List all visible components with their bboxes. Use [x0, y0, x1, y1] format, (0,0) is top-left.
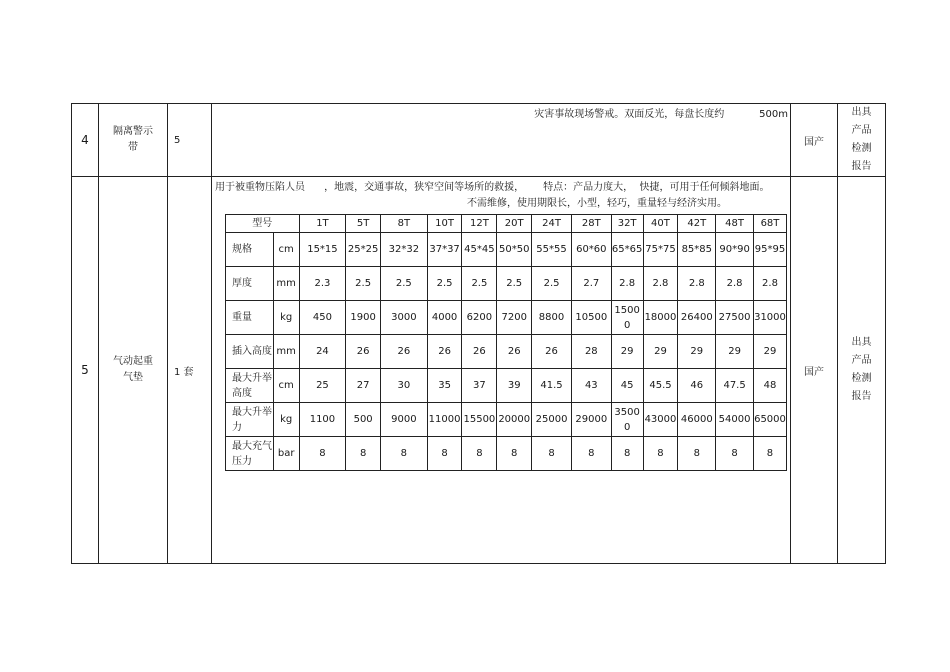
spec-cell: 26	[381, 335, 428, 369]
spec-cell: 3000	[381, 301, 428, 335]
spec-cell: 2.8	[611, 267, 643, 301]
spec-model-header: 24T	[532, 215, 572, 233]
spec-cell: 2.5	[381, 267, 428, 301]
spec-cell: 85*85	[678, 233, 716, 267]
spec-cell: 8	[643, 437, 678, 471]
spec-model-header: 20T	[497, 215, 532, 233]
spec-cell: 11000	[427, 403, 462, 437]
spec-cell: 48	[753, 369, 786, 403]
spec-cell: 35000	[611, 403, 643, 437]
item-certificate	[838, 177, 886, 564]
spec-cell: 65*65	[611, 233, 643, 267]
spec-cell: 2.5	[462, 267, 497, 301]
spec-cell: 8	[571, 437, 611, 471]
spec-model-header: 68T	[753, 215, 786, 233]
spec-model-header: 1T	[299, 215, 346, 233]
spec-cell: 2.8	[716, 267, 754, 301]
spec-row-label: 插入高度	[226, 335, 274, 369]
spec-row	[226, 437, 787, 471]
spec-model-header: 12T	[462, 215, 497, 233]
spec-cell: 8	[716, 437, 754, 471]
spec-row	[226, 301, 787, 335]
spec-cell: 43	[571, 369, 611, 403]
spec-cell: 8	[427, 437, 462, 471]
spec-cell: 8	[346, 437, 381, 471]
spec-cell: 2.8	[753, 267, 786, 301]
spec-cell: 27	[346, 369, 381, 403]
spec-row-label: 最大升举力	[226, 403, 274, 437]
spec-model-header: 32T	[611, 215, 643, 233]
spec-row	[226, 369, 787, 403]
spec-cell: 43000	[643, 403, 678, 437]
spec-cell: 90*90	[716, 233, 754, 267]
equipment-table	[71, 103, 886, 564]
spec-cell: 37*37	[427, 233, 462, 267]
spec-cell: 45*45	[462, 233, 497, 267]
spec-cell: 8	[299, 437, 346, 471]
spec-row-unit: kg	[273, 403, 299, 437]
spec-cell: 35	[427, 369, 462, 403]
spec-cell: 47.5	[716, 369, 754, 403]
spec-cell: 18000	[643, 301, 678, 335]
spec-cell: 39	[497, 369, 532, 403]
spec-cell: 41.5	[532, 369, 572, 403]
item-quantity: 1 套	[168, 177, 212, 564]
spec-cell: 9000	[381, 403, 428, 437]
spec-cell: 26	[346, 335, 381, 369]
spec-cell: 65000	[753, 403, 786, 437]
spec-cell: 10500	[571, 301, 611, 335]
spec-model-header: 10T	[427, 215, 462, 233]
spec-model-header: 48T	[716, 215, 754, 233]
spec-cell: 46000	[678, 403, 716, 437]
spec-row-unit: cm	[273, 369, 299, 403]
spec-cell: 55*55	[532, 233, 572, 267]
spec-cell: 2.7	[571, 267, 611, 301]
spec-cell: 45.5	[643, 369, 678, 403]
spec-cell: 8	[611, 437, 643, 471]
item-description	[212, 177, 791, 564]
item-certificate	[838, 104, 886, 177]
spec-cell: 29	[753, 335, 786, 369]
spec-cell: 26	[532, 335, 572, 369]
spec-cell: 15*15	[299, 233, 346, 267]
spec-row-label: 规格	[226, 233, 274, 267]
spec-row-unit: kg	[273, 301, 299, 335]
spec-cell: 4000	[427, 301, 462, 335]
spec-cell: 2.5	[346, 267, 381, 301]
spec-cell: 37	[462, 369, 497, 403]
spec-cell: 29	[716, 335, 754, 369]
item-origin: 国产	[791, 104, 838, 177]
spec-cell: 29	[643, 335, 678, 369]
item-name	[99, 104, 168, 177]
spec-cell: 1100	[299, 403, 346, 437]
spec-cell: 8800	[532, 301, 572, 335]
spec-cell: 15500	[462, 403, 497, 437]
spec-row	[226, 335, 787, 369]
spec-cell: 26	[497, 335, 532, 369]
spec-cell: 25	[299, 369, 346, 403]
spec-model-header: 5T	[346, 215, 381, 233]
spec-model-header: 8T	[381, 215, 428, 233]
spec-row-label: 重量	[226, 301, 274, 335]
spec-cell: 2.5	[427, 267, 462, 301]
item-name	[99, 177, 168, 564]
spec-cell: 45	[611, 369, 643, 403]
spec-header-row	[226, 215, 787, 233]
row-number: 4	[72, 104, 99, 177]
table-row	[72, 104, 886, 177]
spec-cell: 29	[611, 335, 643, 369]
row-number: 5	[72, 177, 99, 564]
item-name-text: 隔离警示带	[113, 126, 153, 153]
spec-cell: 500	[346, 403, 381, 437]
spec-cell: 54000	[716, 403, 754, 437]
spec-row-unit: mm	[273, 267, 299, 301]
spec-cell: 8	[497, 437, 532, 471]
spec-cell: 29	[678, 335, 716, 369]
spec-cell: 2.5	[497, 267, 532, 301]
spec-cell: 24	[299, 335, 346, 369]
item-origin: 国产	[791, 177, 838, 564]
spec-cell: 25*25	[346, 233, 381, 267]
certificate-text: 出具产品检测报告	[851, 337, 872, 402]
description-block	[215, 180, 787, 560]
description-line: 用于被重物压陷人员 ，地震，交通事故，狭窄空间等场所的救援， 特点：产品力度大， 快捷，可用于任何倾斜地面。	[215, 182, 770, 193]
spec-cell: 31000	[753, 301, 786, 335]
spec-cell: 6200	[462, 301, 497, 335]
spec-cell: 26	[462, 335, 497, 369]
spec-cell: 27500	[716, 301, 754, 335]
table-row	[72, 177, 886, 564]
spec-cell: 46	[678, 369, 716, 403]
spec-cell: 8	[381, 437, 428, 471]
spec-cell: 25000	[532, 403, 572, 437]
spec-cell: 2.8	[678, 267, 716, 301]
spec-cell: 26400	[678, 301, 716, 335]
spec-cell: 8	[462, 437, 497, 471]
spec-row-label: 厚度	[226, 267, 274, 301]
description-text: 灾害事故现场警戒。双面反光，每盘长度约 500m	[534, 109, 788, 120]
spec-row	[226, 403, 787, 437]
spec-cell: 7200	[497, 301, 532, 335]
spec-cell: 15000	[611, 301, 643, 335]
spec-cell: 2.8	[643, 267, 678, 301]
spec-cell: 32*32	[381, 233, 428, 267]
spec-cell: 30	[381, 369, 428, 403]
spec-row-unit: bar	[273, 437, 299, 471]
item-quantity: 5	[168, 104, 212, 177]
spec-row-unit: mm	[273, 335, 299, 369]
spec-cell: 29000	[571, 403, 611, 437]
spec-model-header: 28T	[571, 215, 611, 233]
spec-cell: 8	[532, 437, 572, 471]
spec-model-label: 型号	[226, 215, 300, 233]
spec-row-unit: cm	[273, 233, 299, 267]
spec-cell: 50*50	[497, 233, 532, 267]
description-line: 不需维修，使用期限长，小型，轻巧，重量轻与经济实用。	[467, 198, 727, 209]
spec-cell: 28	[571, 335, 611, 369]
spec-row-label: 最大升举高度	[226, 369, 274, 403]
spec-cell: 95*95	[753, 233, 786, 267]
spec-table	[225, 214, 787, 471]
spec-cell: 2.5	[532, 267, 572, 301]
spec-cell: 26	[427, 335, 462, 369]
item-name-text: 气动起重气垫	[113, 356, 153, 383]
spec-row-label: 最大充气压力	[226, 437, 274, 471]
certificate-text: 出具产品检测报告	[851, 107, 872, 172]
item-description	[212, 104, 791, 177]
spec-cell: 2.3	[299, 267, 346, 301]
spec-cell: 60*60	[571, 233, 611, 267]
spec-model-header: 42T	[678, 215, 716, 233]
spec-cell: 450	[299, 301, 346, 335]
spec-cell: 20000	[497, 403, 532, 437]
spec-cell: 8	[753, 437, 786, 471]
spec-row	[226, 267, 787, 301]
spec-cell: 8	[678, 437, 716, 471]
spec-model-header: 40T	[643, 215, 678, 233]
spec-cell: 75*75	[643, 233, 678, 267]
spec-cell: 1900	[346, 301, 381, 335]
spec-row	[226, 233, 787, 267]
